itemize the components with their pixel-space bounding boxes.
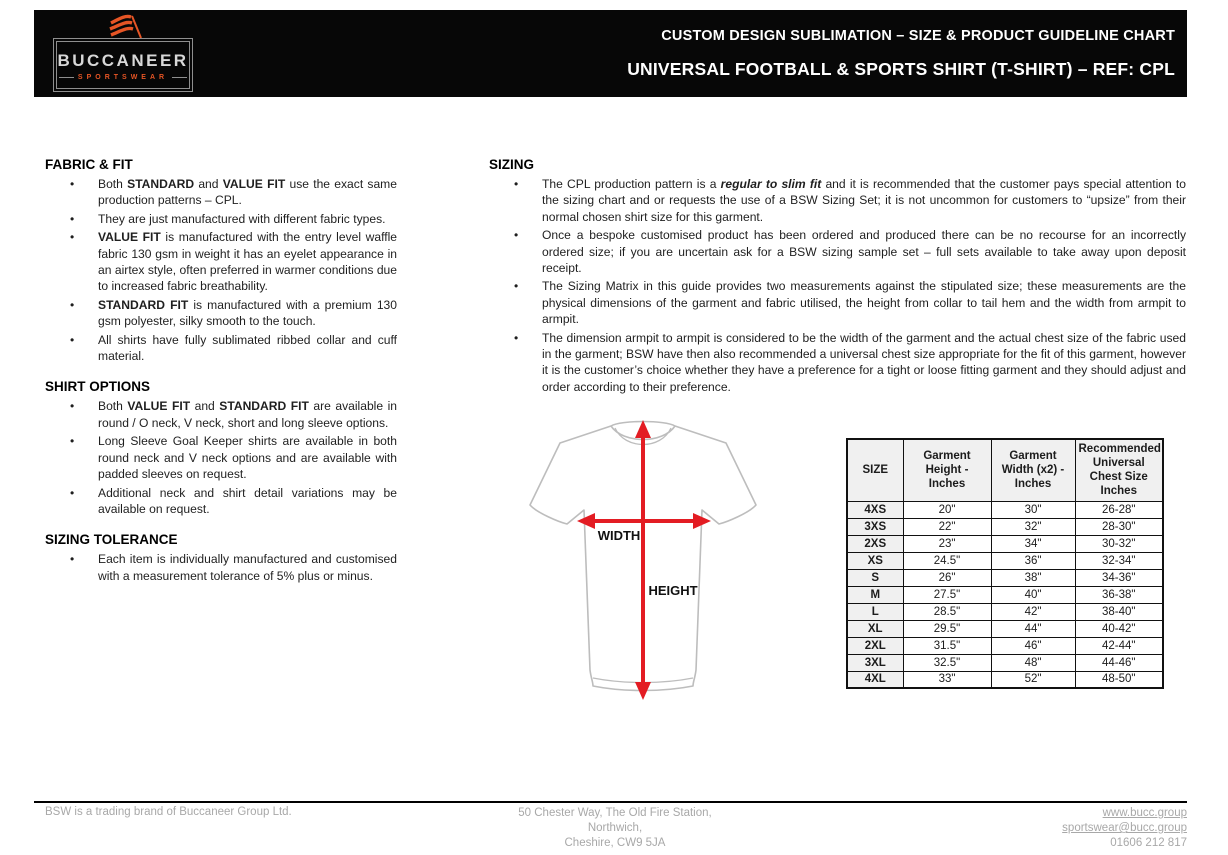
footer-trading-note: BSW is a trading brand of Buccaneer Group Ltd. (45, 806, 292, 818)
bullet-item: • Once a bespoke customised product has been ordered and produced there can be no recourse for an incorrectly ordered size; if you are uncertain ask for a BSW sizing sample set – full sets available to take away upon deposit receipt. (542, 227, 1186, 276)
size-table-cell: 44" (991, 620, 1075, 637)
fabric-fit-heading: FABRIC & FIT (45, 157, 133, 172)
size-table-header: Recommended Universal Chest Size Inches (1075, 439, 1163, 501)
size-table-cell: XS (847, 552, 903, 569)
bullet-item: • All shirts have fully sublimated ribbed collar and cuff material. (98, 332, 397, 365)
size-table-cell: 4XS (847, 501, 903, 518)
bullet-item: • Both STANDARD and VALUE FIT use the exact same production patterns – CPL. (98, 176, 397, 209)
bullet-item: • The dimension armpit to armpit is considered to be the width of the garment and the actual chest size of the fabric used in the garment; BSW have then also recommended a universal chest size appropriate for the fit of this garment, however it is the customer’s choice whether they have a preference for a tight or loose fitting garment and they should adjust and order according to their preference. (542, 330, 1186, 396)
header-titles (627, 28, 1187, 80)
size-table-cell: 28-30" (1075, 518, 1163, 535)
size-table-cell: 31.5" (903, 637, 991, 654)
bullet-item: • Each item is individually manufactured and customised with a measurement tolerance of 5% plus or minus. (98, 551, 397, 584)
size-table-cell: 22" (903, 518, 991, 535)
size-table-cell: 34-36" (1075, 569, 1163, 586)
size-table-row (847, 620, 1163, 637)
header-bar (34, 10, 1187, 97)
size-table-header: Garment Width (x2) - Inches (991, 439, 1075, 501)
size-table-cell: 32-34" (1075, 552, 1163, 569)
size-table-cell: 52" (991, 671, 1075, 688)
footer-address-line1: 50 Chester Way, The Old Fire Station, (518, 807, 712, 819)
logo-dash-left (59, 77, 74, 78)
size-table-cell: 48" (991, 654, 1075, 671)
size-table-cell: 30-32" (1075, 535, 1163, 552)
size-table-header: SIZE (847, 439, 903, 501)
sizing-tolerance-heading: SIZING TOLERANCE (45, 532, 178, 548)
bullet-item: • Additional neck and shirt detail variations may be available on request. (98, 485, 397, 518)
bullet-item: • The Sizing Matrix in this guide provides two measurements against the stipulated size; these measurements are the physical dimensions of the garment and fabric utilised, the height from collar to tail hem and the width from armpit to armpit. (542, 278, 1186, 327)
document-subtitle: CUSTOM DESIGN SUBLIMATION – SIZE & PRODUCT GUIDELINE CHART (661, 27, 1175, 44)
website-link[interactable]: www.bucc.group (1102, 807, 1187, 819)
logo-dash-right (172, 77, 187, 78)
bullet-item: • STANDARD FIT is manufactured with a premium 130 gsm polyester, silky smooth to the touch. (98, 297, 397, 330)
sizing-heading: SIZING (489, 157, 535, 172)
width-label: WIDTH (597, 528, 641, 543)
size-table-cell: 28.5" (903, 603, 991, 620)
size-table-cell: 42" (991, 603, 1075, 620)
fabric-fit-bullets (45, 176, 397, 364)
size-table (846, 438, 1164, 689)
footer-address-line2: Northwich, (587, 822, 643, 834)
section-sizing (489, 157, 1186, 395)
size-table-cell: M (847, 586, 903, 603)
shirt-options-bullets (45, 398, 397, 517)
flag-icon (99, 14, 147, 40)
size-table-cell: 2XS (847, 535, 903, 552)
bullet-item: • Long Sleeve Goal Keeper shirts are available in both round neck and V neck options and are available with padded sleeves on request. (98, 433, 397, 482)
footer-address-line3: Cheshire, CW9 5JA (564, 837, 666, 849)
logo-brand-name: BUCCANEER (57, 50, 189, 70)
height-label: HEIGHT (648, 583, 698, 598)
size-table-row (847, 603, 1163, 620)
size-table-cell: XL (847, 620, 903, 637)
size-table-cell: 36-38" (1075, 586, 1163, 603)
size-table-header: Garment Height - Inches (903, 439, 991, 501)
size-table-cell: 40-42" (1075, 620, 1163, 637)
size-table-cell: 2XL (847, 637, 903, 654)
size-table-cell: 23" (903, 535, 991, 552)
size-table-cell: 36" (991, 552, 1075, 569)
right-column (489, 157, 1186, 410)
footer-divider (34, 801, 1187, 803)
size-table-cell: 46" (991, 637, 1075, 654)
sizing-tolerance-bullets (45, 551, 397, 584)
size-table-cell: 48-50" (1075, 671, 1163, 688)
size-table-cell: 3XS (847, 518, 903, 535)
size-table-row (847, 654, 1163, 671)
left-column (45, 157, 397, 599)
section-shirt-options (45, 379, 397, 517)
size-table-cell: 33" (903, 671, 991, 688)
footer-contact (1062, 806, 1187, 851)
bullet-item: • Both VALUE FIT and STANDARD FIT are available in round / O neck, V neck, short and long sleeve options. (98, 398, 397, 431)
size-table-cell: 27.5" (903, 586, 991, 603)
logo-brand-sub: SPORTSWEAR (77, 73, 169, 81)
phone-number: 01606 212 817 (1110, 837, 1187, 849)
size-table-row (847, 518, 1163, 535)
sizing-bullets (489, 176, 1186, 395)
size-table-cell: 42-44" (1075, 637, 1163, 654)
size-table-cell: 20" (903, 501, 991, 518)
size-table-row (847, 535, 1163, 552)
size-table-row (847, 586, 1163, 603)
size-table-cell: 38" (991, 569, 1075, 586)
tshirt-measurement-diagram (523, 410, 765, 703)
document-title: UNIVERSAL FOOTBALL & SPORTS SHIRT (T-SHIRT) – REF: CPL (627, 58, 1175, 79)
section-sizing-tolerance (45, 532, 397, 584)
size-table-cell: L (847, 603, 903, 620)
size-table-cell: 40" (991, 586, 1075, 603)
size-table-cell: 32.5" (903, 654, 991, 671)
size-table-cell: 30" (991, 501, 1075, 518)
size-table-cell: 44-46" (1075, 654, 1163, 671)
shirt-options-heading: SHIRT OPTIONS (45, 379, 151, 395)
size-table-cell: 4XL (847, 671, 903, 688)
size-table-row (847, 552, 1163, 569)
email-link[interactable]: sportswear@bucc.group (1062, 822, 1187, 834)
size-table-row (847, 501, 1163, 518)
bullet-item: • The CPL production pattern is a regular to slim fit and it is recommended that the customer pays special attention to the sizing chart and or requests the use of a BSW Sizing Set; it is not uncommon for customers to “upsize” from their normal chosen shirt size for this garment. (542, 176, 1186, 225)
logo-frame (53, 38, 193, 92)
size-table-row (847, 637, 1163, 654)
footer-address (425, 806, 805, 851)
size-table-cell: S (847, 569, 903, 586)
size-table-row (847, 569, 1163, 586)
section-fabric-fit (45, 157, 397, 364)
size-table-cell: 38-40" (1075, 603, 1163, 620)
size-table-cell: 29.5" (903, 620, 991, 637)
size-table-cell: 26-28" (1075, 501, 1163, 518)
size-table-cell: 3XL (847, 654, 903, 671)
size-table-cell: 24.5" (903, 552, 991, 569)
bullet-item: • They are just manufactured with different fabric types. (98, 211, 397, 227)
size-table-row (847, 671, 1163, 688)
brand-logo (47, 14, 199, 94)
size-table-cell: 34" (991, 535, 1075, 552)
size-table-cell: 26" (903, 569, 991, 586)
size-table-cell: 32" (991, 518, 1075, 535)
bullet-item: • VALUE FIT is manufactured with the entry level waffle fabric 130 gsm in weight it has an eyelet appearance in an airtex style, often preferred in warmer conditions due to increased fabric breathability. (98, 229, 397, 295)
